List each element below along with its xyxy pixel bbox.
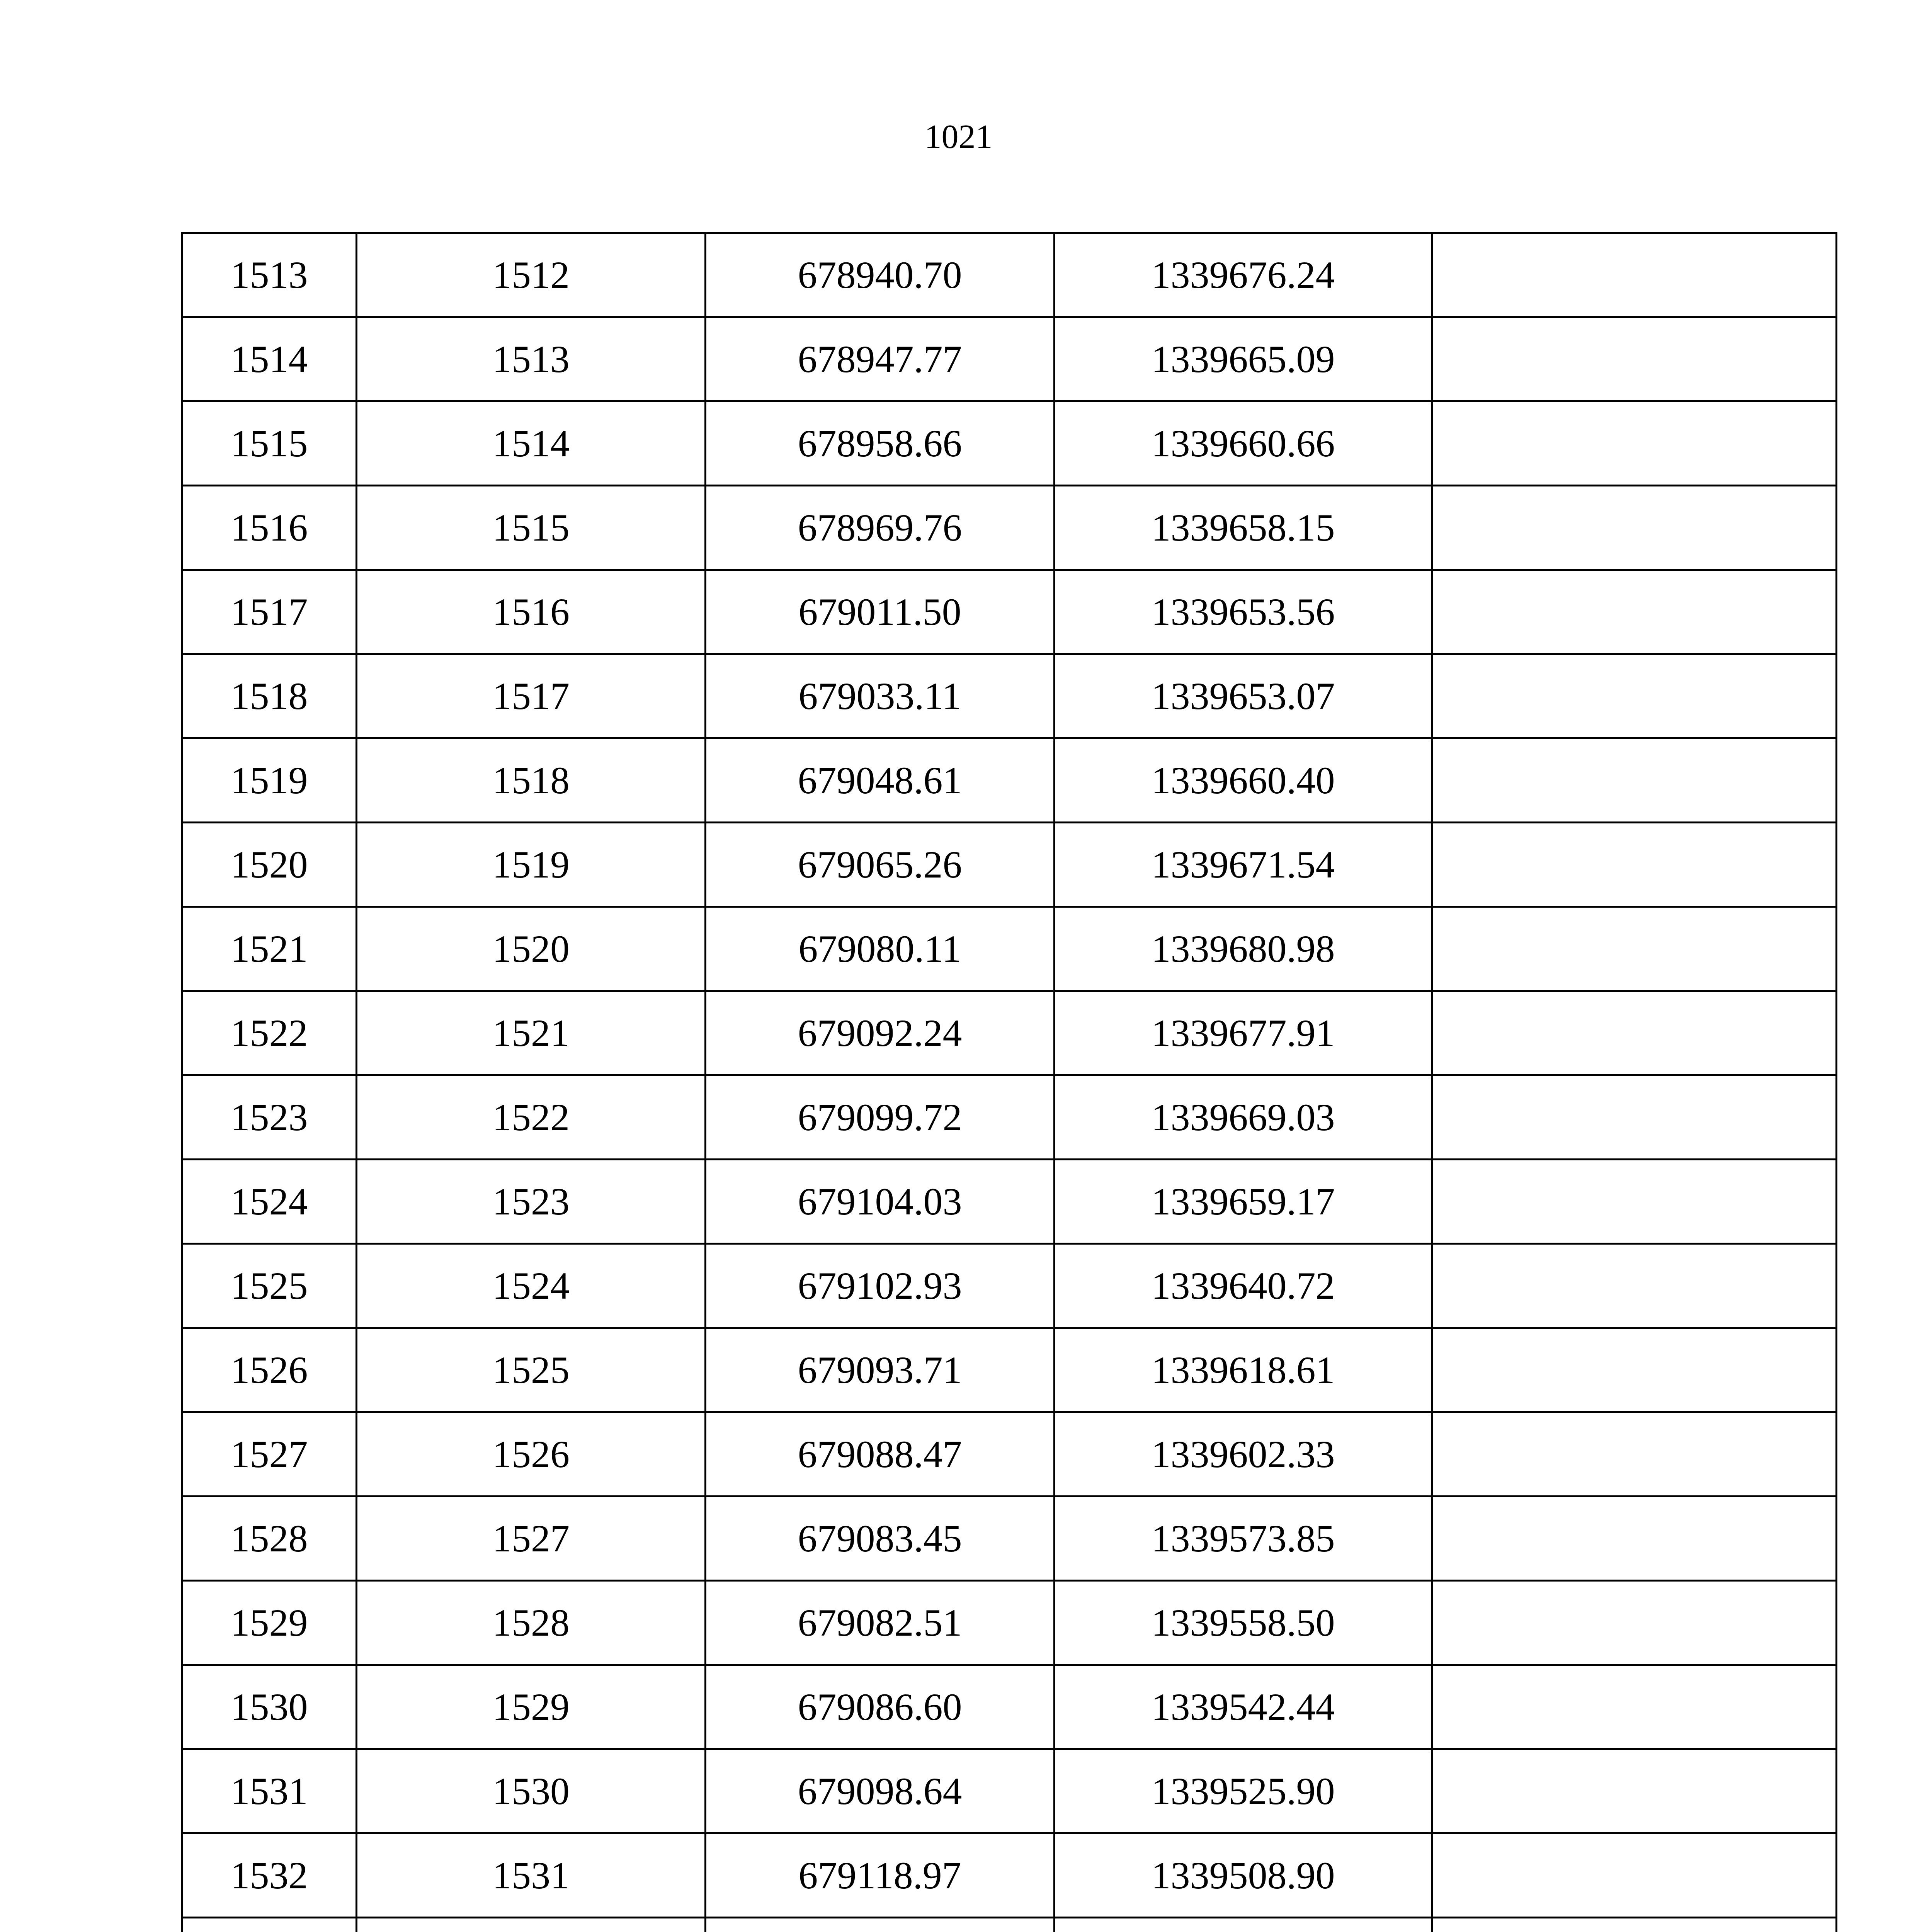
- y-coordinate-cell: 1339602.33: [1055, 1412, 1432, 1497]
- point-number-cell: 1517: [182, 570, 357, 654]
- y-coordinate-cell: 1339558.50: [1055, 1581, 1432, 1665]
- table-row: [182, 823, 1837, 907]
- table-row: [182, 570, 1837, 654]
- y-coordinate-cell: 1339653.56: [1055, 570, 1432, 654]
- table-row: [182, 1328, 1837, 1412]
- note-cell: [1432, 1918, 1837, 1932]
- y-coordinate-cell: 1339573.85: [1055, 1497, 1432, 1581]
- note-cell: [1432, 1749, 1837, 1833]
- note-cell: [1432, 738, 1837, 823]
- previous-point-cell: 1529: [357, 1665, 706, 1749]
- point-number-cell: 1514: [182, 317, 357, 401]
- y-coordinate-cell: 1339660.40: [1055, 738, 1432, 823]
- point-number-cell: 1519: [182, 738, 357, 823]
- y-coordinate-cell: 1339640.72: [1055, 1244, 1432, 1328]
- y-coordinate-cell: 1339665.09: [1055, 317, 1432, 401]
- table-row: [182, 233, 1837, 317]
- table-row: [182, 1244, 1837, 1328]
- table-body: [182, 233, 1837, 1932]
- y-coordinate-cell: 1339676.24: [1055, 233, 1432, 317]
- note-cell: [1432, 907, 1837, 991]
- point-number-cell: [182, 1918, 357, 1932]
- previous-point-cell: 1523: [357, 1160, 706, 1244]
- x-coordinate-cell: 679065.26: [706, 823, 1055, 907]
- previous-point-cell: 1527: [357, 1497, 706, 1581]
- previous-point-cell: 1522: [357, 1075, 706, 1160]
- note-cell: [1432, 823, 1837, 907]
- note-cell: [1432, 654, 1837, 738]
- x-coordinate-cell: 679092.24: [706, 991, 1055, 1075]
- y-coordinate-cell: [1055, 1918, 1432, 1932]
- note-cell: [1432, 1665, 1837, 1749]
- point-number-cell: 1513: [182, 233, 357, 317]
- previous-point-cell: 1517: [357, 654, 706, 738]
- page-number: 1021: [924, 118, 993, 156]
- previous-point-cell: 1528: [357, 1581, 706, 1665]
- x-coordinate-cell: 678958.66: [706, 401, 1055, 486]
- note-cell: [1432, 1328, 1837, 1412]
- point-number-cell: 1521: [182, 907, 357, 991]
- point-number-cell: 1522: [182, 991, 357, 1075]
- y-coordinate-cell: 1339542.44: [1055, 1665, 1432, 1749]
- note-cell: [1432, 1412, 1837, 1497]
- point-number-cell: 1527: [182, 1412, 357, 1497]
- previous-point-cell: 1530: [357, 1749, 706, 1833]
- x-coordinate-cell: 679088.47: [706, 1412, 1055, 1497]
- y-coordinate-cell: 1339669.03: [1055, 1075, 1432, 1160]
- y-coordinate-cell: 1339653.07: [1055, 654, 1432, 738]
- point-number-cell: 1526: [182, 1328, 357, 1412]
- x-coordinate-cell: 679099.72: [706, 1075, 1055, 1160]
- x-coordinate-cell: 679086.60: [706, 1665, 1055, 1749]
- previous-point-cell: 1516: [357, 570, 706, 654]
- previous-point-cell: 1518: [357, 738, 706, 823]
- note-cell: [1432, 233, 1837, 317]
- x-coordinate-cell: 679098.64: [706, 1749, 1055, 1833]
- y-coordinate-cell: 1339660.66: [1055, 401, 1432, 486]
- note-cell: [1432, 1581, 1837, 1665]
- note-cell: [1432, 401, 1837, 486]
- table-row: [182, 1412, 1837, 1497]
- previous-point-cell: 1524: [357, 1244, 706, 1328]
- previous-point-cell: [357, 1918, 706, 1932]
- y-coordinate-cell: 1339680.98: [1055, 907, 1432, 991]
- table-row: [182, 1497, 1837, 1581]
- table-row: [182, 401, 1837, 486]
- point-number-cell: 1515: [182, 401, 357, 486]
- x-coordinate-cell: 679011.50: [706, 570, 1055, 654]
- y-coordinate-cell: 1339618.61: [1055, 1328, 1432, 1412]
- note-cell: [1432, 1244, 1837, 1328]
- x-coordinate-cell: 678940.70: [706, 233, 1055, 317]
- table-row: [182, 907, 1837, 991]
- note-cell: [1432, 991, 1837, 1075]
- table-row: [182, 1918, 1837, 1932]
- previous-point-cell: 1519: [357, 823, 706, 907]
- point-number-cell: 1529: [182, 1581, 357, 1665]
- x-coordinate-cell: 679033.11: [706, 654, 1055, 738]
- point-number-cell: 1525: [182, 1244, 357, 1328]
- previous-point-cell: 1515: [357, 486, 706, 570]
- x-coordinate-cell: 679080.11: [706, 907, 1055, 991]
- point-number-cell: 1530: [182, 1665, 357, 1749]
- table-row: [182, 1749, 1837, 1833]
- note-cell: [1432, 570, 1837, 654]
- x-coordinate-cell: 679104.03: [706, 1160, 1055, 1244]
- x-coordinate-cell: 679093.71: [706, 1328, 1055, 1412]
- table-row: [182, 1665, 1837, 1749]
- point-number-cell: 1531: [182, 1749, 357, 1833]
- point-number-cell: 1524: [182, 1160, 357, 1244]
- previous-point-cell: 1512: [357, 233, 706, 317]
- table-row: [182, 486, 1837, 570]
- x-coordinate-cell: 679082.51: [706, 1581, 1055, 1665]
- previous-point-cell: 1525: [357, 1328, 706, 1412]
- table-row: [182, 1075, 1837, 1160]
- coordinate-table: [181, 232, 1837, 1932]
- x-coordinate-cell: [706, 1918, 1055, 1932]
- y-coordinate-cell: 1339525.90: [1055, 1749, 1432, 1833]
- point-number-cell: 1523: [182, 1075, 357, 1160]
- note-cell: [1432, 1075, 1837, 1160]
- point-number-cell: 1518: [182, 654, 357, 738]
- point-number-cell: 1520: [182, 823, 357, 907]
- y-coordinate-cell: 1339508.90: [1055, 1833, 1432, 1918]
- x-coordinate-cell: 679048.61: [706, 738, 1055, 823]
- point-number-cell: 1516: [182, 486, 357, 570]
- note-cell: [1432, 1497, 1837, 1581]
- point-number-cell: 1528: [182, 1497, 357, 1581]
- point-number-cell: 1532: [182, 1833, 357, 1918]
- note-cell: [1432, 1833, 1837, 1918]
- table-row: [182, 317, 1837, 401]
- table-row: [182, 1833, 1837, 1918]
- table-row: [182, 991, 1837, 1075]
- x-coordinate-cell: 679083.45: [706, 1497, 1055, 1581]
- x-coordinate-cell: 678969.76: [706, 486, 1055, 570]
- table-row: [182, 1581, 1837, 1665]
- previous-point-cell: 1514: [357, 401, 706, 486]
- y-coordinate-cell: 1339658.15: [1055, 486, 1432, 570]
- previous-point-cell: 1520: [357, 907, 706, 991]
- x-coordinate-cell: 679102.93: [706, 1244, 1055, 1328]
- x-coordinate-cell: 679118.97: [706, 1833, 1055, 1918]
- note-cell: [1432, 317, 1837, 401]
- y-coordinate-cell: 1339677.91: [1055, 991, 1432, 1075]
- previous-point-cell: 1521: [357, 991, 706, 1075]
- y-coordinate-cell: 1339671.54: [1055, 823, 1432, 907]
- table-row: [182, 738, 1837, 823]
- x-coordinate-cell: 678947.77: [706, 317, 1055, 401]
- table-row: [182, 654, 1837, 738]
- previous-point-cell: 1513: [357, 317, 706, 401]
- table-row: [182, 1160, 1837, 1244]
- y-coordinate-cell: 1339659.17: [1055, 1160, 1432, 1244]
- note-cell: [1432, 486, 1837, 570]
- note-cell: [1432, 1160, 1837, 1244]
- previous-point-cell: 1531: [357, 1833, 706, 1918]
- previous-point-cell: 1526: [357, 1412, 706, 1497]
